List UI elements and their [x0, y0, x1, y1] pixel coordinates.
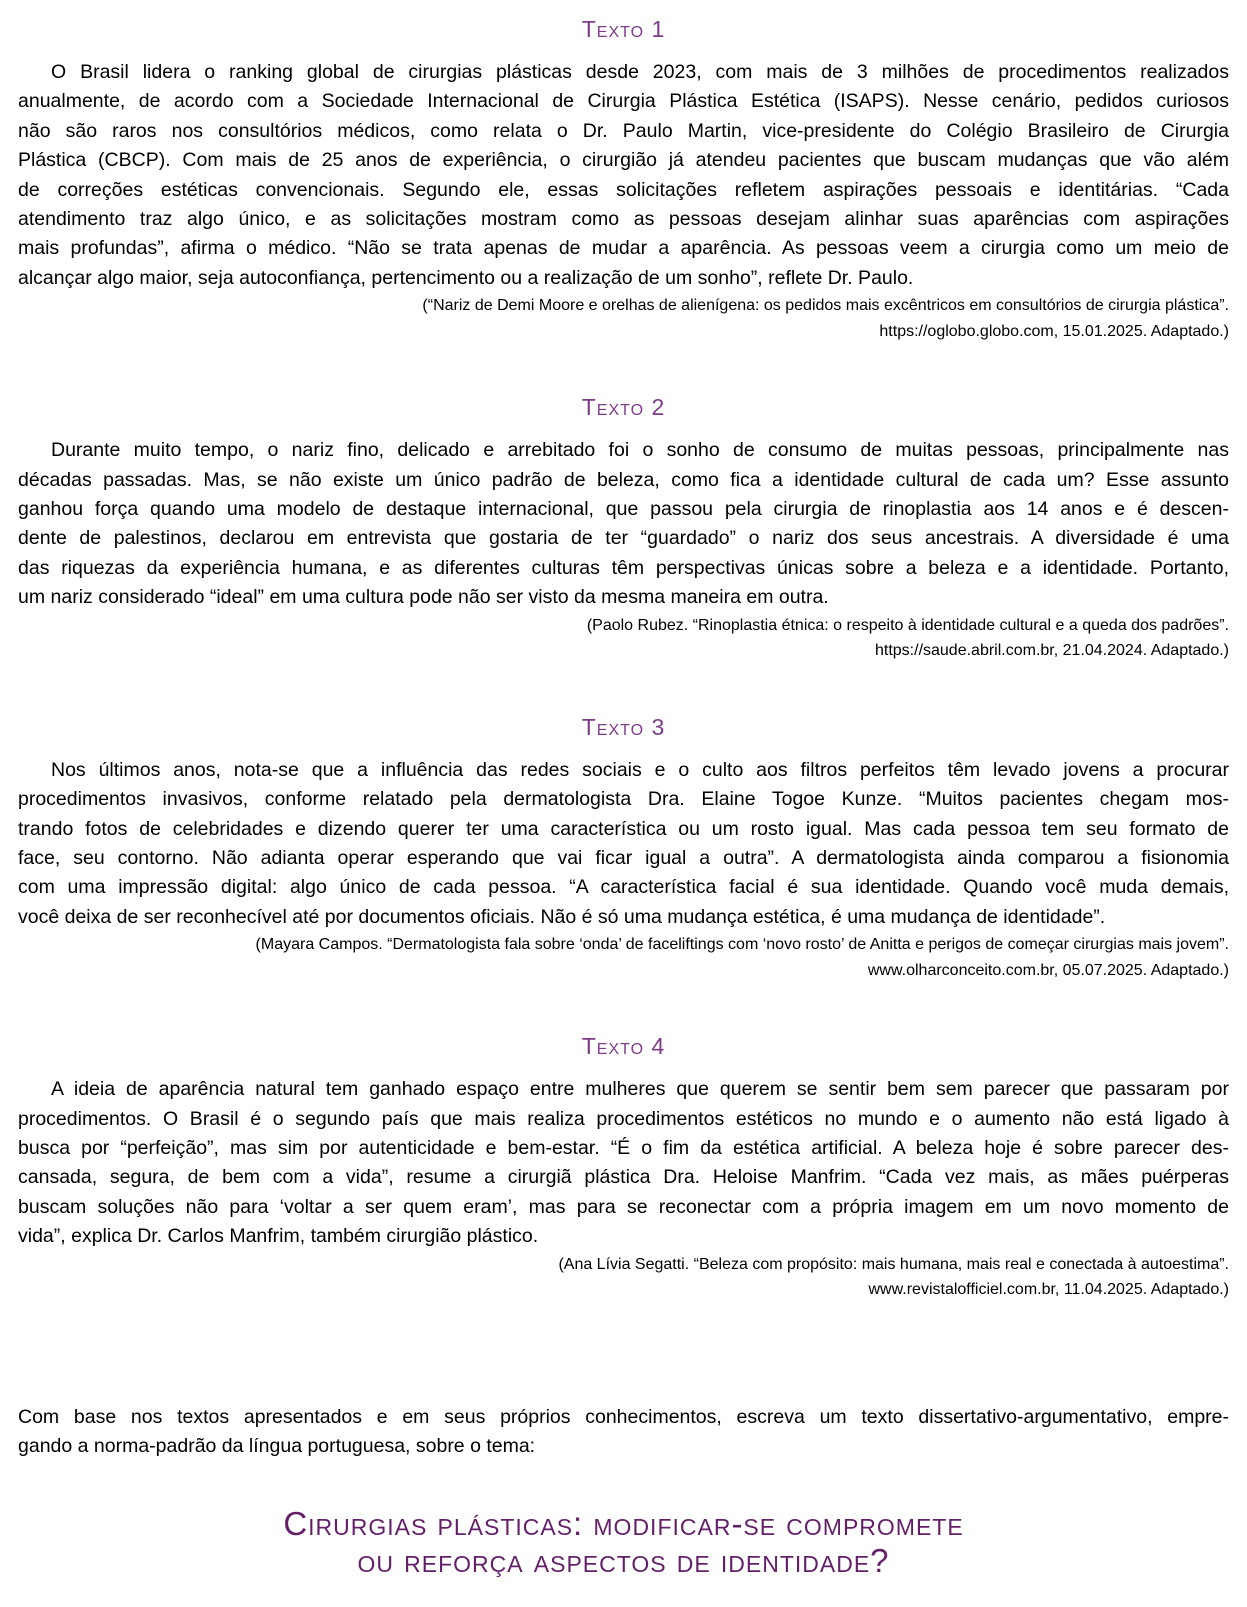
- texto-2-heading: Texto 2: [581, 394, 666, 421]
- citation-title-line: (Ana Lívia Segatti. “Beleza com propósito: mais humana, mais real e conectada à autoestima”.: [558, 1255, 1229, 1273]
- texto-4-citation: [18, 1252, 1229, 1303]
- texto-3-citation: [18, 932, 1229, 983]
- essay-theme-title: [18, 1505, 1229, 1579]
- paragraph-line: décadas passadas. Mas, se não existe um único padrão de beleza, como fica a identidade cultural de cada um? Esse assunto: [18, 468, 1229, 491]
- paragraph-line: anualmente, de acordo com a Sociedade Internacional de Cirurgia Plástica Estética (ISAPS). Nesse cenário, pedidos curiosos: [18, 90, 1229, 113]
- essay-instruction: [18, 1403, 1229, 1462]
- paragraph-line: vida”, explica Dr. Carlos Manfrim, também cirurgião plástico.: [18, 1225, 539, 1248]
- texto-1-paragraph: [18, 58, 1229, 293]
- instruction-line: gando a norma-padrão da língua portuguesa, sobre o tema:: [18, 1434, 536, 1457]
- paragraph-line: procedimentos. O Brasil é o segundo país que mais realiza procedimentos estéticos no mundo e o aumento não está ligado à: [18, 1107, 1229, 1130]
- paragraph-line: das riquezas da experiência humana, e as diferentes culturas têm perspectivas únicas sobre a beleza e a identidade. Portanto,: [18, 556, 1229, 579]
- paragraph-line: busca por “perfeição”, mas sim por autenticidade e bem-estar. “É o fim da estética artificial. A beleza hoje é sobre parecer des-: [18, 1136, 1229, 1159]
- paragraph-line: de correções estéticas convencionais. Segundo ele, essas solicitações refletem aspirações pessoais e identitárias. “Cada: [18, 178, 1229, 201]
- paragraph-line: trando fotos de celebridades e dizendo querer ter uma característica ou um rosto igual. Mas cada pessoa tem seu formato de: [18, 817, 1229, 840]
- citation-source-line: https://saude.abril.com.br, 21.04.2024. Adaptado.): [874, 642, 1229, 660]
- texto-4-paragraph: [18, 1075, 1229, 1251]
- paragraph-line: cansada, segura, de bem com a vida”, resume a cirurgiã plástica Dra. Heloise Manfrim. “Cada vez mais, as mães puérperas: [18, 1166, 1229, 1189]
- texto-4-heading: Texto 4: [581, 1033, 666, 1060]
- citation-source-line: https://oglobo.globo.com, 15.01.2025. Adaptado.): [879, 322, 1229, 340]
- paragraph-line: mais profundas”, afirma o médico. “Não se trata apenas de mudar a aparência. As pessoas veem a cirurgia como um meio de: [18, 237, 1229, 260]
- theme-line: Cirurgias plásticas: modificar-se compromete: [283, 1505, 964, 1543]
- paragraph-line: face, seu contorno. Não adianta operar esperando que vai ficar igual a outra”. A dermatologista ainda comparou a fisionomia: [18, 846, 1229, 869]
- citation-title-line: (Paolo Rubez. “Rinoplastia étnica: o respeito à identidade cultural e a queda dos padrões”.: [586, 616, 1229, 634]
- paragraph-line: com uma impressão digital: algo único de cada pessoa. “A característica facial é sua identidade. Quando você muda demais,: [18, 876, 1229, 899]
- citation-source-line: www.revistalofficiel.com.br, 11.04.2025. Adaptado.): [868, 1281, 1229, 1299]
- paragraph-line: O Brasil lidera o ranking global de cirurgias plásticas desde 2023, com mais de 3 milhões de procedimentos realizados: [51, 61, 1229, 83]
- paragraph-line: procedimentos invasivos, conforme relatado pela dermatologista Dra. Elaine Togoe Kunze. “Muitos pacientes chegam mos-: [18, 788, 1229, 811]
- paragraph-line: atendimento traz algo único, e as solicitações mostram como as pessoas desejam alinhar suas aparências com aspirações: [18, 208, 1229, 231]
- section-texto-1: [18, 14, 1229, 344]
- instruction-line: Com base nos textos apresentados e em seus próprios conhecimentos, escreva um texto dissertativo-argumentativo, empre-: [18, 1405, 1229, 1428]
- texto-1-citation: [18, 293, 1229, 344]
- texto-3-heading: Texto 3: [581, 713, 666, 740]
- exam-prompt-document: [18, 14, 1229, 1579]
- texto-2-paragraph: [18, 436, 1229, 612]
- citation-title-line: (Mayara Campos. “Dermatologista fala sobre ‘onda’ de faceliftings com ‘novo rosto’ de Anitta e perigos de começar cirurgias mais jovem”.: [255, 936, 1229, 954]
- citation-source-line: www.olharconceito.com.br, 05.07.2025. Adaptado.): [867, 961, 1229, 979]
- paragraph-line: Durante muito tempo, o nariz fino, delicado e arrebitado foi o sonho de consumo de muitas pessoas, principalmente nas: [51, 439, 1229, 462]
- texto-2-citation: [18, 613, 1229, 664]
- section-texto-2: [18, 392, 1229, 663]
- paragraph-line: um nariz considerado “ideal” em uma cultura pode não ser visto da mesma maneira em outra.: [18, 586, 829, 609]
- paragraph-line: não são raros nos consultórios médicos, como relata o Dr. Paulo Martin, vice-presidente do Colégio Brasileiro de Cirurgia: [18, 119, 1229, 142]
- paragraph-line: Plástica (CBCP). Com mais de 25 anos de experiência, o cirurgião já atendeu pacientes que buscam mudanças que vão além: [18, 149, 1229, 172]
- section-texto-3: [18, 712, 1229, 983]
- paragraph-line: A ideia de aparência natural tem ganhado espaço entre mulheres que querem se sentir bem sem parecer que passaram por: [51, 1078, 1229, 1101]
- paragraph-line: ganhou força quando uma modelo de destaque internacional, que passou pela cirurgia de rinoplastia aos 14 anos e é descen-: [18, 498, 1229, 521]
- paragraph-line: buscam soluções não para ‘voltar a ser quem eram’, mas para se reconectar com a própria imagem em um novo momento de: [18, 1195, 1229, 1218]
- theme-line: ou reforça aspectos de identidade?: [357, 1542, 890, 1580]
- paragraph-line: Nos últimos anos, nota-se que a influência das redes sociais e o culto aos filtros perfeitos têm levado jovens a procurar: [51, 758, 1229, 781]
- citation-title-line: (“Nariz de Demi Moore e orelhas de alienígena: os pedidos mais excêntricos em consultórios de cirurgia plástica”.: [422, 297, 1229, 315]
- section-texto-4: [18, 1031, 1229, 1302]
- paragraph-line: você deixa de ser reconhecível até por documentos oficiais. Não é só uma mudança estética, é uma mudança de identidade”.: [18, 905, 1106, 928]
- texto-3-paragraph: [18, 756, 1229, 932]
- paragraph-line: dente de palestinos, declarou em entrevista que gostaria de ter “guardado” o nariz dos seus ancestrais. A diversidade é uma: [18, 527, 1229, 550]
- texto-1-heading: Texto 1: [581, 16, 666, 42]
- paragraph-line: alcançar algo maior, seja autoconfiança, pertencimento ou a realização de um sonho”, reflete Dr. Paulo.: [18, 266, 914, 289]
